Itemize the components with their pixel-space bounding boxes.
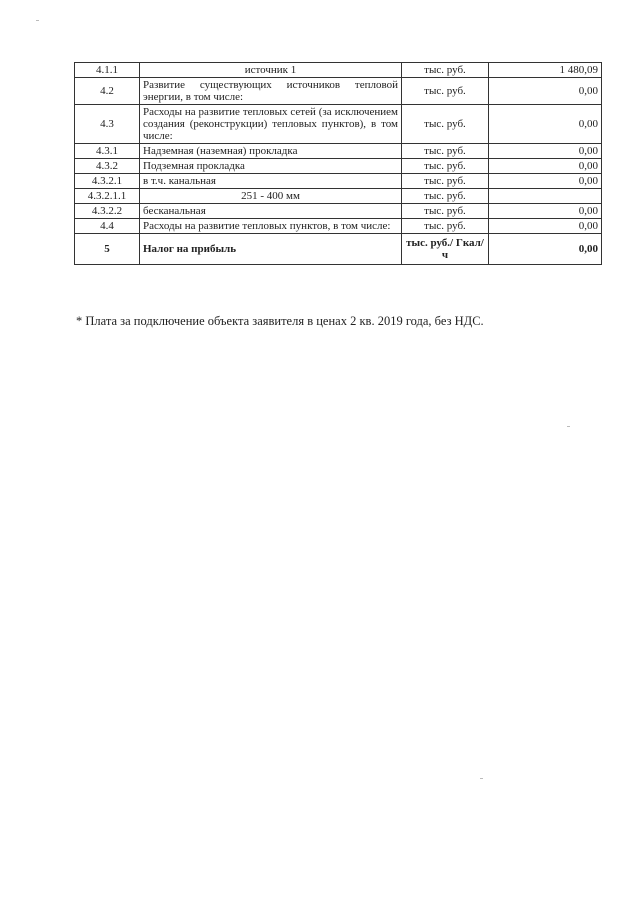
scan-speck bbox=[36, 20, 39, 21]
row-number: 4.3.2 bbox=[75, 159, 140, 174]
row-unit: тыс. руб./ Гкал/ч bbox=[402, 234, 489, 265]
row-name: бесканальная bbox=[140, 204, 402, 219]
row-unit: тыс. руб. bbox=[402, 159, 489, 174]
row-value: 0,00 bbox=[489, 144, 602, 159]
row-value: 0,00 bbox=[489, 204, 602, 219]
scan-speck bbox=[567, 426, 570, 427]
row-name: Расходы на развитие тепловых сетей (за исключением создания (реконструкции) тепловых пунктов), в том числе: bbox=[140, 105, 402, 144]
row-unit: тыс. руб. bbox=[402, 105, 489, 144]
row-value: 0,00 bbox=[489, 219, 602, 234]
row-value bbox=[489, 189, 602, 204]
row-unit: тыс. руб. bbox=[402, 204, 489, 219]
table-row bbox=[75, 78, 602, 105]
row-name: источник 1 bbox=[140, 63, 402, 78]
row-number: 4.3.1 bbox=[75, 144, 140, 159]
row-unit: тыс. руб. bbox=[402, 63, 489, 78]
row-unit: тыс. руб. bbox=[402, 189, 489, 204]
scan-speck bbox=[480, 778, 483, 779]
row-value: 0,00 bbox=[489, 159, 602, 174]
row-value: 0,00 bbox=[489, 78, 602, 105]
row-name: Надземная (наземная) прокладка bbox=[140, 144, 402, 159]
cost-table bbox=[74, 62, 602, 265]
row-number: 4.3 bbox=[75, 105, 140, 144]
row-name: в т.ч. канальная bbox=[140, 174, 402, 189]
row-name: Подземная прокладка bbox=[140, 159, 402, 174]
row-name: 251 - 400 мм bbox=[140, 189, 402, 204]
row-number: 4.1.1 bbox=[75, 63, 140, 78]
table-row bbox=[75, 234, 602, 265]
row-value: 0,00 bbox=[489, 174, 602, 189]
row-value: 1 480,09 bbox=[489, 63, 602, 78]
row-number: 5 bbox=[75, 234, 140, 265]
row-value: 0,00 bbox=[489, 105, 602, 144]
row-number: 4.3.2.1.1 bbox=[75, 189, 140, 204]
row-number: 4.2 bbox=[75, 78, 140, 105]
row-number: 4.4 bbox=[75, 219, 140, 234]
row-number: 4.3.2.1 bbox=[75, 174, 140, 189]
row-name: Расходы на развитие тепловых пунктов, в том числе: bbox=[140, 219, 402, 234]
row-name: Развитие существующих источников тепловой энергии, в том числе: bbox=[140, 78, 402, 105]
row-unit: тыс. руб. bbox=[402, 78, 489, 105]
table-row bbox=[75, 189, 602, 204]
table-row bbox=[75, 144, 602, 159]
row-number: 4.3.2.2 bbox=[75, 204, 140, 219]
table-row bbox=[75, 219, 602, 234]
table-row bbox=[75, 105, 602, 144]
row-unit: тыс. руб. bbox=[402, 144, 489, 159]
row-unit: тыс. руб. bbox=[402, 219, 489, 234]
table-row bbox=[75, 159, 602, 174]
table-row bbox=[75, 63, 602, 78]
table-row bbox=[75, 204, 602, 219]
row-value: 0,00 bbox=[489, 234, 602, 265]
footnote: * Плата за подключение объекта заявителя в ценах 2 кв. 2019 года, без НДС. bbox=[76, 314, 484, 328]
table-row bbox=[75, 174, 602, 189]
row-name: Налог на прибыль bbox=[140, 234, 402, 265]
row-unit: тыс. руб. bbox=[402, 174, 489, 189]
